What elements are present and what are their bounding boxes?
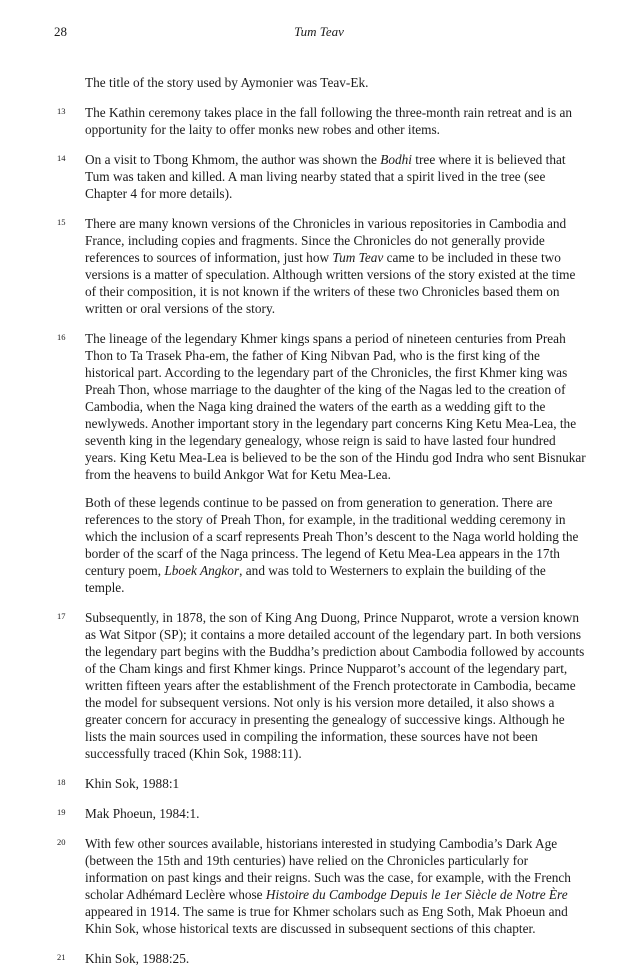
text-run: Khin Sok, 1988:1 (85, 776, 180, 791)
footnote (57, 835, 587, 937)
footnote-paragraph (85, 151, 587, 202)
text-run: , and was told to Westerners to explain the building of the temple. (85, 563, 546, 595)
footnote-paragraph (85, 215, 587, 317)
footnote (57, 215, 587, 317)
footnote (57, 775, 587, 792)
text-run: tree where it is believed that Tum was taken and killed. A man living nearby stated that a spirit lived in the tree (see Chapter 4 for more details). (85, 152, 566, 201)
text-run: There are many known versions of the Chronicles in various repositories in Cambodia and France, including copies and fragments. Since the Chronicles do not generally provide references to sources of information, just how (85, 216, 567, 265)
text-run: With few other sources available, historians interested in studying Cambodia’s Dark Age (between the 15th and 19th centuries) have relied on the Chronicles particularly for information on past kings and their reigns. Such was the case, for example, with the French scholar Adhémard Leclère whose (85, 836, 571, 902)
footnote-number: 14 (57, 153, 66, 163)
footnote-number: 16 (57, 332, 66, 342)
footnote-paragraph (85, 835, 587, 937)
footnote-paragraph (85, 775, 587, 792)
page-number: 28 (54, 24, 67, 39)
text-run: came to be included in these two versions is a matter of speculation. Although written versions of the story existed at the time of their composition, it is not known if the writers of these two Chronicles based them on written or oral versions of the story. (85, 250, 576, 316)
text-run: Subsequently, in 1878, the son of King Ang Duong, Prince Nupparot, wrote a version known as Wat Sitpor (SP); it contains a more detailed account of the legendary part. In both versions the legendary part begins with the Buddha’s prediction about Cambodia followed by accounts of the Cham kings and first Khmer kings. Prince Nupparot’s account of the legendary part, written fifteen years after the establishment of the French protectorate in Cambodia, became the model for subsequent versions. Not only is his version more detailed, it also shows a greater concern for accuracy in presenting the genealogy of successive kings. Although he lists the main sources used in compiling the information, these sources have not been successfully traced (Khin Sok, 1988:11). (85, 610, 585, 761)
footnote-number: 18 (57, 777, 66, 787)
footnote-paragraph (85, 609, 587, 762)
footnote-number: 19 (57, 807, 66, 817)
footnote (57, 950, 587, 967)
footnote (57, 104, 587, 138)
footnote-paragraph (85, 104, 587, 138)
continued-note-text: The title of the story used by Aymonier was Teav-Ek. (85, 75, 369, 90)
text-run: Both of these legends continue to be passed on from generation to generation. There are references to the story of Preah Thon, for example, in the traditional wedding ceremony in which the inclusion of a scarf represents Preah Thon’s descent to the Naga world holding the border of the scarf of the Naga princess. The legend of Ketu Mea-Lea appears in the 17th century poem, (85, 495, 579, 578)
running-title: Tum Teav (294, 24, 344, 39)
footnote-paragraph (85, 494, 587, 596)
footnotes-body (57, 74, 587, 980)
footnote (57, 609, 587, 762)
footnote-paragraph (85, 330, 587, 483)
footnote-number: 15 (57, 217, 66, 227)
footnote-paragraph (85, 805, 587, 822)
text-run: On a visit to Tbong Khmom, the author was shown the (85, 152, 381, 167)
text-run: Mak Phoeun, 1984:1. (85, 806, 200, 821)
running-header (54, 24, 584, 42)
footnote (57, 805, 587, 822)
footnote-paragraph (85, 950, 587, 967)
footnote-number: 20 (57, 837, 66, 847)
footnote (57, 330, 587, 596)
text-run: The lineage of the legendary Khmer kings spans a period of nineteen centuries from Preah Thon to Ta Trasek Pha-em, the father of King Nibvan Pad, who is the first king of the historical part. According to the legendary part of the Chronicles, the first Khmer king was Preah Thon, whose marriage to the daughter of the king of the Nagas led to the creation of Cambodia, when the Naga king drained the waters of the earth as a wedding gift to the newlyweds. Another important story in the legendary part concerns King Ketu Mea-Lea, the seventh king in the legendary genealogy, whose reign is said to have lasted four hundred years. King Ketu Mea-Lea is believed to be the son of the Hindu god Indra who sent Bisnukar from the heavens to build Ankgor Wat for Ketu Mea-Lea. (85, 331, 586, 482)
text-run: The Kathin ceremony takes place in the fall following the three-month rain retreat and is an opportunity for the laity to offer monks new robes and other items. (85, 105, 572, 137)
text-run: Khin Sok, 1988:25. (85, 951, 190, 966)
text-run: appeared in 1914. The same is true for Khmer scholars such as Eng Soth, Mak Phoeun and Khin Sok, whose historical texts are discussed in subsequent sections of this chapter. (85, 904, 568, 936)
footnote-number: 17 (57, 611, 66, 621)
italic-title: Tum Teav (332, 250, 384, 265)
italic-title: Histoire du Cambodge Depuis le 1er Siècle de Notre Ère (265, 887, 568, 902)
footnote-number: 13 (57, 106, 66, 116)
footnote-number: 21 (57, 952, 66, 962)
italic-title: Bodhi (380, 152, 412, 167)
notes-list (57, 104, 587, 967)
italic-title: Lboek Angkor (164, 563, 240, 578)
footnote (57, 151, 587, 202)
